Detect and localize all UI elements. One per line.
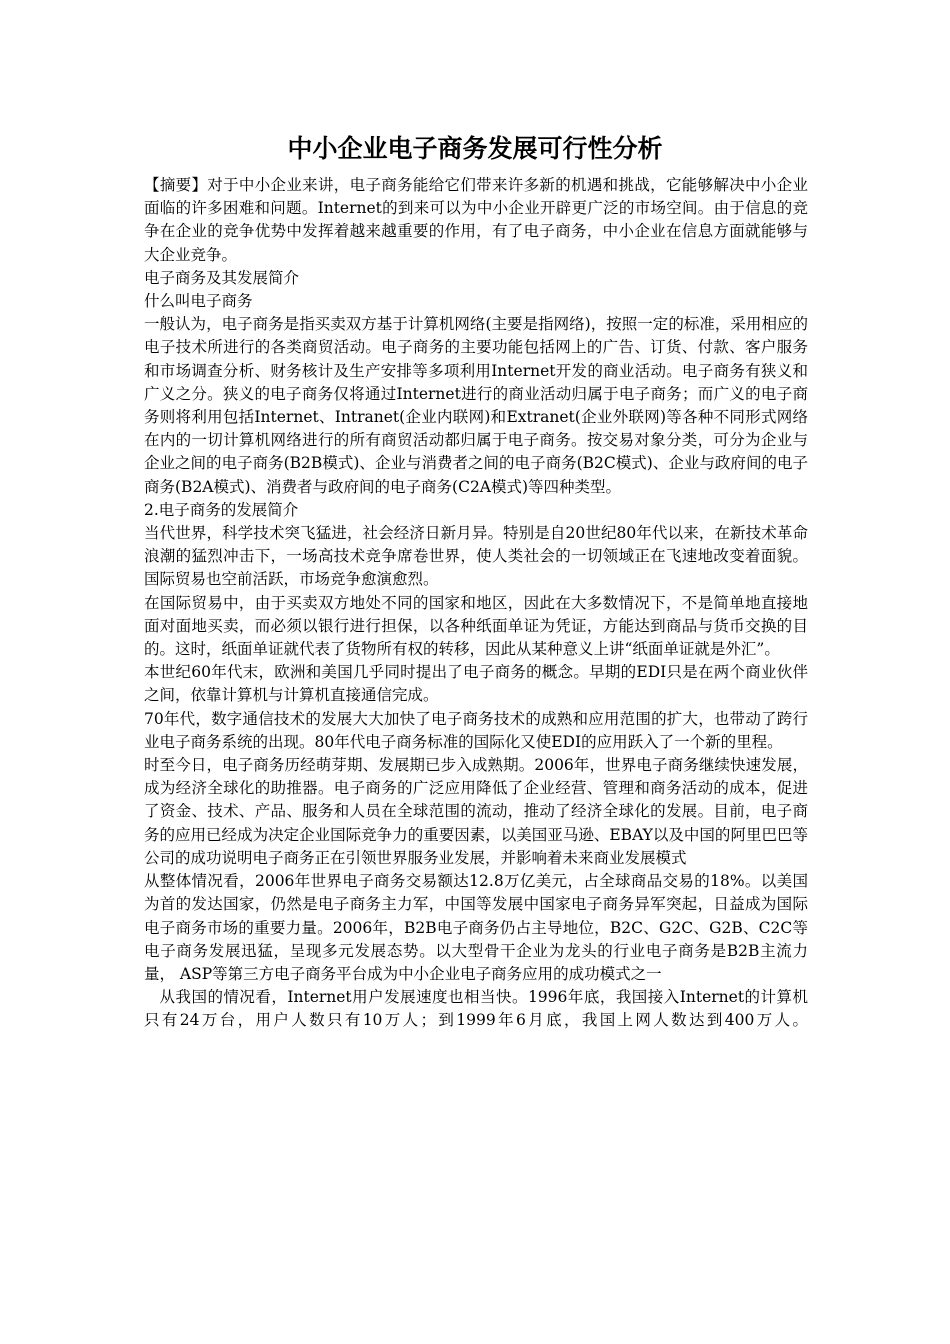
body-paragraph: 当代世界，科学技术突飞猛进，社会经济日新月异。特别是自20世纪80年代以来，在新技术革命浪潮的猛烈冲击下，一场高技术竞争席卷世界，使人类社会的一切领域正在飞速地改变着面貌。国际贸易也空前活跃，市场竞争愈演愈烈。 <box>144 524 808 589</box>
subsection-heading: 2.电子商务的发展简介 <box>144 500 299 519</box>
body-paragraph: 从我国的情况看，Internet用户发展速度也相当快。1996年底，我国接入Internet的计算机只有24万台，用户人数只有10万人；到1999年6月底，我国上网人数达到400万人。 <box>144 988 808 1030</box>
subsection-heading: 什么叫电子商务 <box>144 292 253 311</box>
section-heading: 电子商务及其发展简介 <box>144 268 300 287</box>
body-paragraph: 70年代，数字通信技术的发展大大加快了电子商务技术的成熟和应用范围的扩大，也带动了跨行业电子商务系统的出现。80年代电子商务标准的国际化又使EDI的应用跃入了一个新的里程。 <box>144 709 808 751</box>
abstract-paragraph: 【摘要】对于中小企业来讲，电子商务能给它们带来许多新的机遇和挑战，它能够解决中小企业面临的许多困难和问题。Internet的到来可以为中小企业开辟更广泛的市场空间。由于信息的竞争在企业的竞争优势中发挥着越来越重要的作用，有了电子商务，中小企业在信息方面就能够与大企业竞争。 <box>144 176 808 264</box>
body-paragraph: 从整体情况看，2006年世界电子商务交易额达12.8万亿美元，占全球商品交易的18%。以美国为首的发达国家，仍然是电子商务主力军，中国等发展中国家电子商务异军突起，日益成为国际电子商务市场的重要力量。2006年，B2B电子商务仍占主导地位，B2C、G2C、G2B、C2C等电子商务发展迅猛，呈现多元发展态势。以大型骨干企业为龙头的行业电子商务是B2B主流力量， ASP等第三方电子商务平台成为中小企业电子商务应用的成功模式之一 <box>144 872 808 983</box>
body-paragraph: 一般认为，电子商务是指买卖双方基于计算机网络(主要是指网络)，按照一定的标准，采用相应的电子技术所进行的各类商贸活动。电子商务的主要功能包括网上的广告、订货、付款、客户服务和市场调查分析、财务核计及生产安排等多项利用Internet开发的商业活动。电子商务有狭义和广义之分。狭义的电子商务仅将通过Internet进行的商业活动归属于电子商务；而广义的电子商务则将利用包括Internet、Intranet(企业内联网)和Extranet(企业外联网)等各种不同形式网络在内的一切计算机网络进行的所有商贸活动都归属于电子商务。按交易对象分类，可分为企业与企业之间的电子商务(B2B模式)、企业与消费者之间的电子商务(B2C模式)、企业与政府间的电子商务(B2A模式)、消费者与政府间的电子商务(C2A模式)等四种类型。 <box>144 315 808 496</box>
body-paragraph: 本世纪60年代末，欧洲和美国几乎同时提出了电子商务的概念。早期的EDI只是在两个商业伙伴之间，依靠计算机与计算机直接通信完成。 <box>144 663 808 705</box>
document-title: 中小企业电子商务发展可行性分析 <box>287 134 663 163</box>
body-paragraph: 时至今日，电子商务历经萌芽期、发展期已步入成熟期。2006年，世界电子商务继续快速发展，成为经济全球化的助推器。电子商务的广泛应用降低了企业经营、管理和商务活动的成本，促进了资金、技术、产品、服务和人员在全球范围的流动，推动了经济全球化的发展。目前，电子商务的应用已经成为决定企业国际竞争力的重要因素，以美国亚马逊、EBAY以及中国的阿里巴巴等公司的成功说明电子商务正在引领世界服务业发展，并影响着未来商业发展模式 <box>144 756 808 867</box>
document-body <box>144 174 808 1033</box>
body-paragraph: 在国际贸易中，由于买卖双方地处不同的国家和地区，因此在大多数情况下，不是简单地直接地面对面地买卖，而必须以银行进行担保，以各种纸面单证为凭证，方能达到商品与货币交换的目的。这时，纸面单证就代表了货物所有权的转移，因此从某种意义上讲“纸面单证就是外汇”。 <box>144 593 808 659</box>
